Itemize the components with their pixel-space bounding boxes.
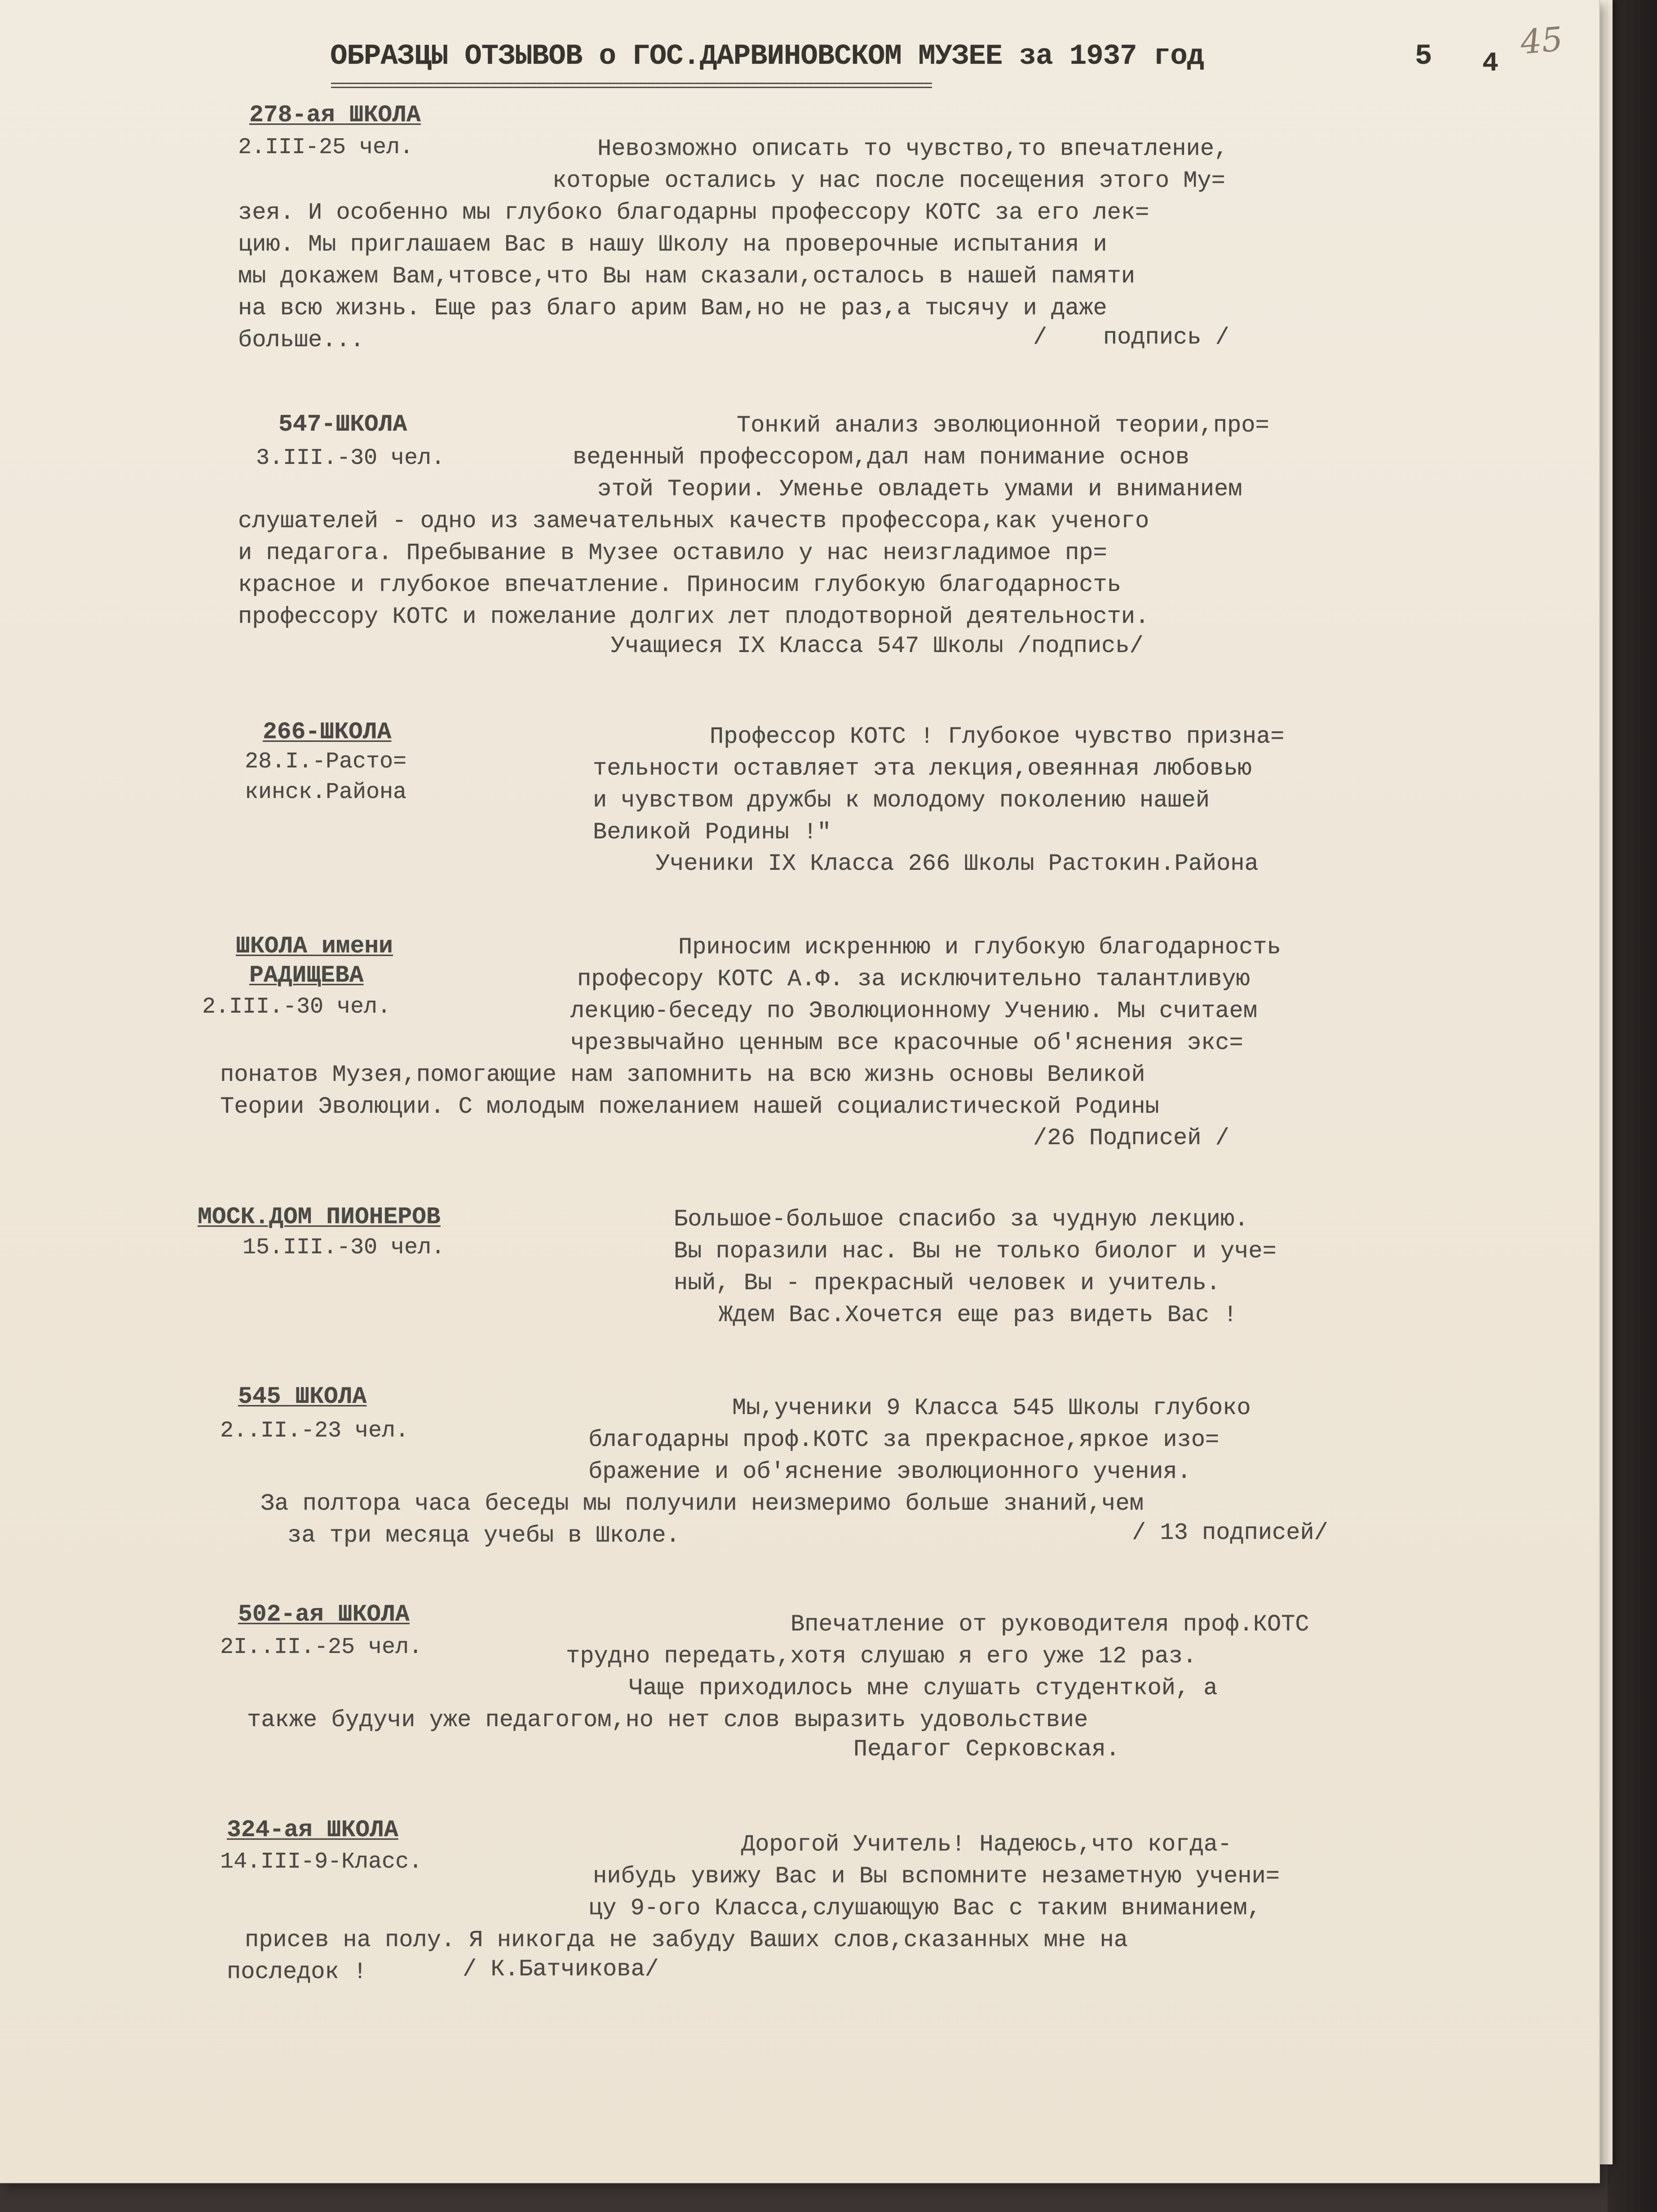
review-signature: /26 Подписей / (1033, 1125, 1229, 1151)
review-line: благодарны проф.КОТС за прекрасное,яркое изо= (588, 1427, 1220, 1453)
review-line: чрезвычайно ценным все красочные об'яснения экс= (570, 1030, 1243, 1056)
review-line: Теории Эволюции. С молодым пожеланием нашей социалистической Родины (220, 1093, 1159, 1120)
school-name: МОСК.ДОМ ПИОНЕРОВ (198, 1203, 441, 1230)
review-line: бражение и об'яснение эволюционного учения. (588, 1459, 1191, 1485)
review-signature: Ученики IX Класса 266 Школы Растокин.Района (656, 850, 1259, 877)
visit-meta: 15.III.-30 чел. (243, 1235, 445, 1260)
school-name: 545 ШКОЛА (238, 1383, 367, 1410)
review-line: Невозможно описать то чувство,то впечатление, (597, 136, 1228, 162)
review-line: ный, Вы - прекрасный человек и учитель. (674, 1270, 1220, 1296)
review-line: этой Теории. Уменье овладеть умами и вниманием (597, 476, 1242, 502)
review-line: которые остались у нас после посещения этого Му= (552, 167, 1225, 194)
visit-meta: 14.III-9-Класс. (220, 1849, 423, 1875)
review-line: за три месяца учебы в Школе. (287, 1522, 680, 1549)
review-line: Тонкий анализ эволюционной теории,про= (737, 412, 1269, 439)
school-name: ШКОЛА имени (236, 933, 393, 960)
review-line: цию. Мы приглашаем Вас в нашу Школу на проверочные испытания и (238, 231, 1107, 258)
school-name: 278-ая ШКОЛА (249, 101, 421, 128)
visit-meta: 2.III-25 чел. (238, 135, 414, 160)
review-line: слушателей - одно из замечательных качеств профессора,как ученого (238, 508, 1149, 534)
review-line: нибудь увижу Вас и Вы вспомните незаметную учени= (593, 1863, 1280, 1890)
pencil-page-number: 45 (1519, 20, 1564, 62)
review-line: присев на полу. Я никогда не забуду Ваших слов,сказанных мне на (245, 1927, 1128, 1953)
school-name: 266-ШКОЛА (263, 718, 392, 745)
visit-meta: кинск.Района (245, 780, 407, 805)
review-line: Чаще приходилось мне слушать студенткой, а (629, 1675, 1218, 1701)
title-underline-rule: ============================================================================ (330, 77, 931, 96)
review-line: больше... (238, 327, 364, 353)
review-line: последок ! (227, 1959, 367, 1985)
review-line: Вы поразили нас. Вы не только биолог и уче= (674, 1238, 1277, 1265)
review-line: красное и глубокое впечатление. Приносим глубокую благодарность (238, 572, 1121, 598)
school-name: 324-ая ШКОЛА (227, 1816, 398, 1843)
review-line: лекцию-беседу по Эволюционному Учению. Мы считаем (570, 998, 1258, 1024)
school-name: 502-ая ШКОЛА (238, 1601, 410, 1628)
visit-meta: 3.III.-30 чел. (256, 445, 445, 471)
typed-page-number: 5 (1415, 40, 1432, 73)
review-line: Большое-большое спасибо за чудную лекцию. (674, 1206, 1249, 1233)
review-line: мы докажем Вам,чтовсе,что Вы нам сказали,осталось в нашей памяти (238, 263, 1136, 290)
review-line: Профессор КОТС ! Глубокое чувство призна= (710, 723, 1285, 750)
review-line: и чувством дружбы к молодому поколению нашей (593, 787, 1210, 814)
review-line: Приносим искреннюю и глубокую благодарность (678, 934, 1281, 961)
review-signature: / К.Батчикова/ (463, 1956, 659, 1983)
review-line: профессору КОТС и пожелание долгих лет плодотворной деятельности. (238, 604, 1149, 630)
document-title: ОБРАЗЦЫ ОТЗЫВОВ о ГОС.ДАРВИНОВСКОМ МУЗЕЕ за 1937 год (330, 40, 1204, 73)
review-line: веденный профессором,дал нам понимание основ (573, 444, 1190, 471)
review-line: тельности оставляет эта лекция,овеянная любовью (593, 755, 1252, 782)
school-name-line2: РАДИЩЕВА (249, 962, 364, 989)
review-line: зея. И особенно мы глубоко благодарны профессору КОТС за его лек= (238, 199, 1149, 226)
review-signature: Учащиеся IX Класса 547 Школы /подпись/ (611, 633, 1144, 659)
review-line: Дорогой Учитель! Надеюсь,что когда- (741, 1831, 1232, 1858)
review-line: трудно передать,хотя слушаю я его уже 12 раз. (566, 1643, 1197, 1670)
visit-meta: 28.I.-Расто= (245, 749, 407, 775)
review-line: Великой Родины !" (593, 819, 831, 846)
visit-meta: 2I..II.-25 чел. (220, 1635, 423, 1660)
school-name: 547-ШКОЛА (278, 411, 407, 438)
review-line: Мы,ученики 9 Класса 545 Школы глубоко (732, 1395, 1251, 1421)
review-signature: / 13 подписей/ (1132, 1520, 1328, 1546)
desk-background-right (1608, 0, 1657, 2212)
typed-page-mark: 4 (1482, 48, 1499, 79)
review-line: професору КОТС А.Ф. за исключительно талантливую (577, 966, 1250, 992)
visit-meta: 2.III.-30 чел. (202, 994, 391, 1020)
review-line: и педагога. Пребывание в Музее оставило у нас неизгладимое пр= (238, 540, 1107, 566)
review-line: цу 9-ого Класса,слушающую Вас с таким вниманием, (588, 1895, 1261, 1921)
review-line: За полтора часа беседы мы получили неизмеримо больше знаний,чем (261, 1490, 1144, 1517)
review-line: Ждем Вас.Хочется еще раз видеть Вас ! (719, 1302, 1237, 1328)
review-line: понатов Музея,помогающие нам запомнить на всю жизнь основы Великой (220, 1062, 1145, 1088)
review-line: Впечатление от руководителя проф.КОТС (791, 1611, 1309, 1638)
review-line: также будучи уже педагогом,но нет слов выразить удовольствие (247, 1707, 1088, 1733)
review-signature: / подпись / (1033, 324, 1229, 351)
review-signature: Педагог Серковская. (853, 1736, 1120, 1763)
review-line: на всю жизнь. Еще раз благо арим Вам,но не раз,а тысячу и даже (238, 295, 1107, 322)
visit-meta: 2..II.-23 чел. (220, 1418, 409, 1444)
